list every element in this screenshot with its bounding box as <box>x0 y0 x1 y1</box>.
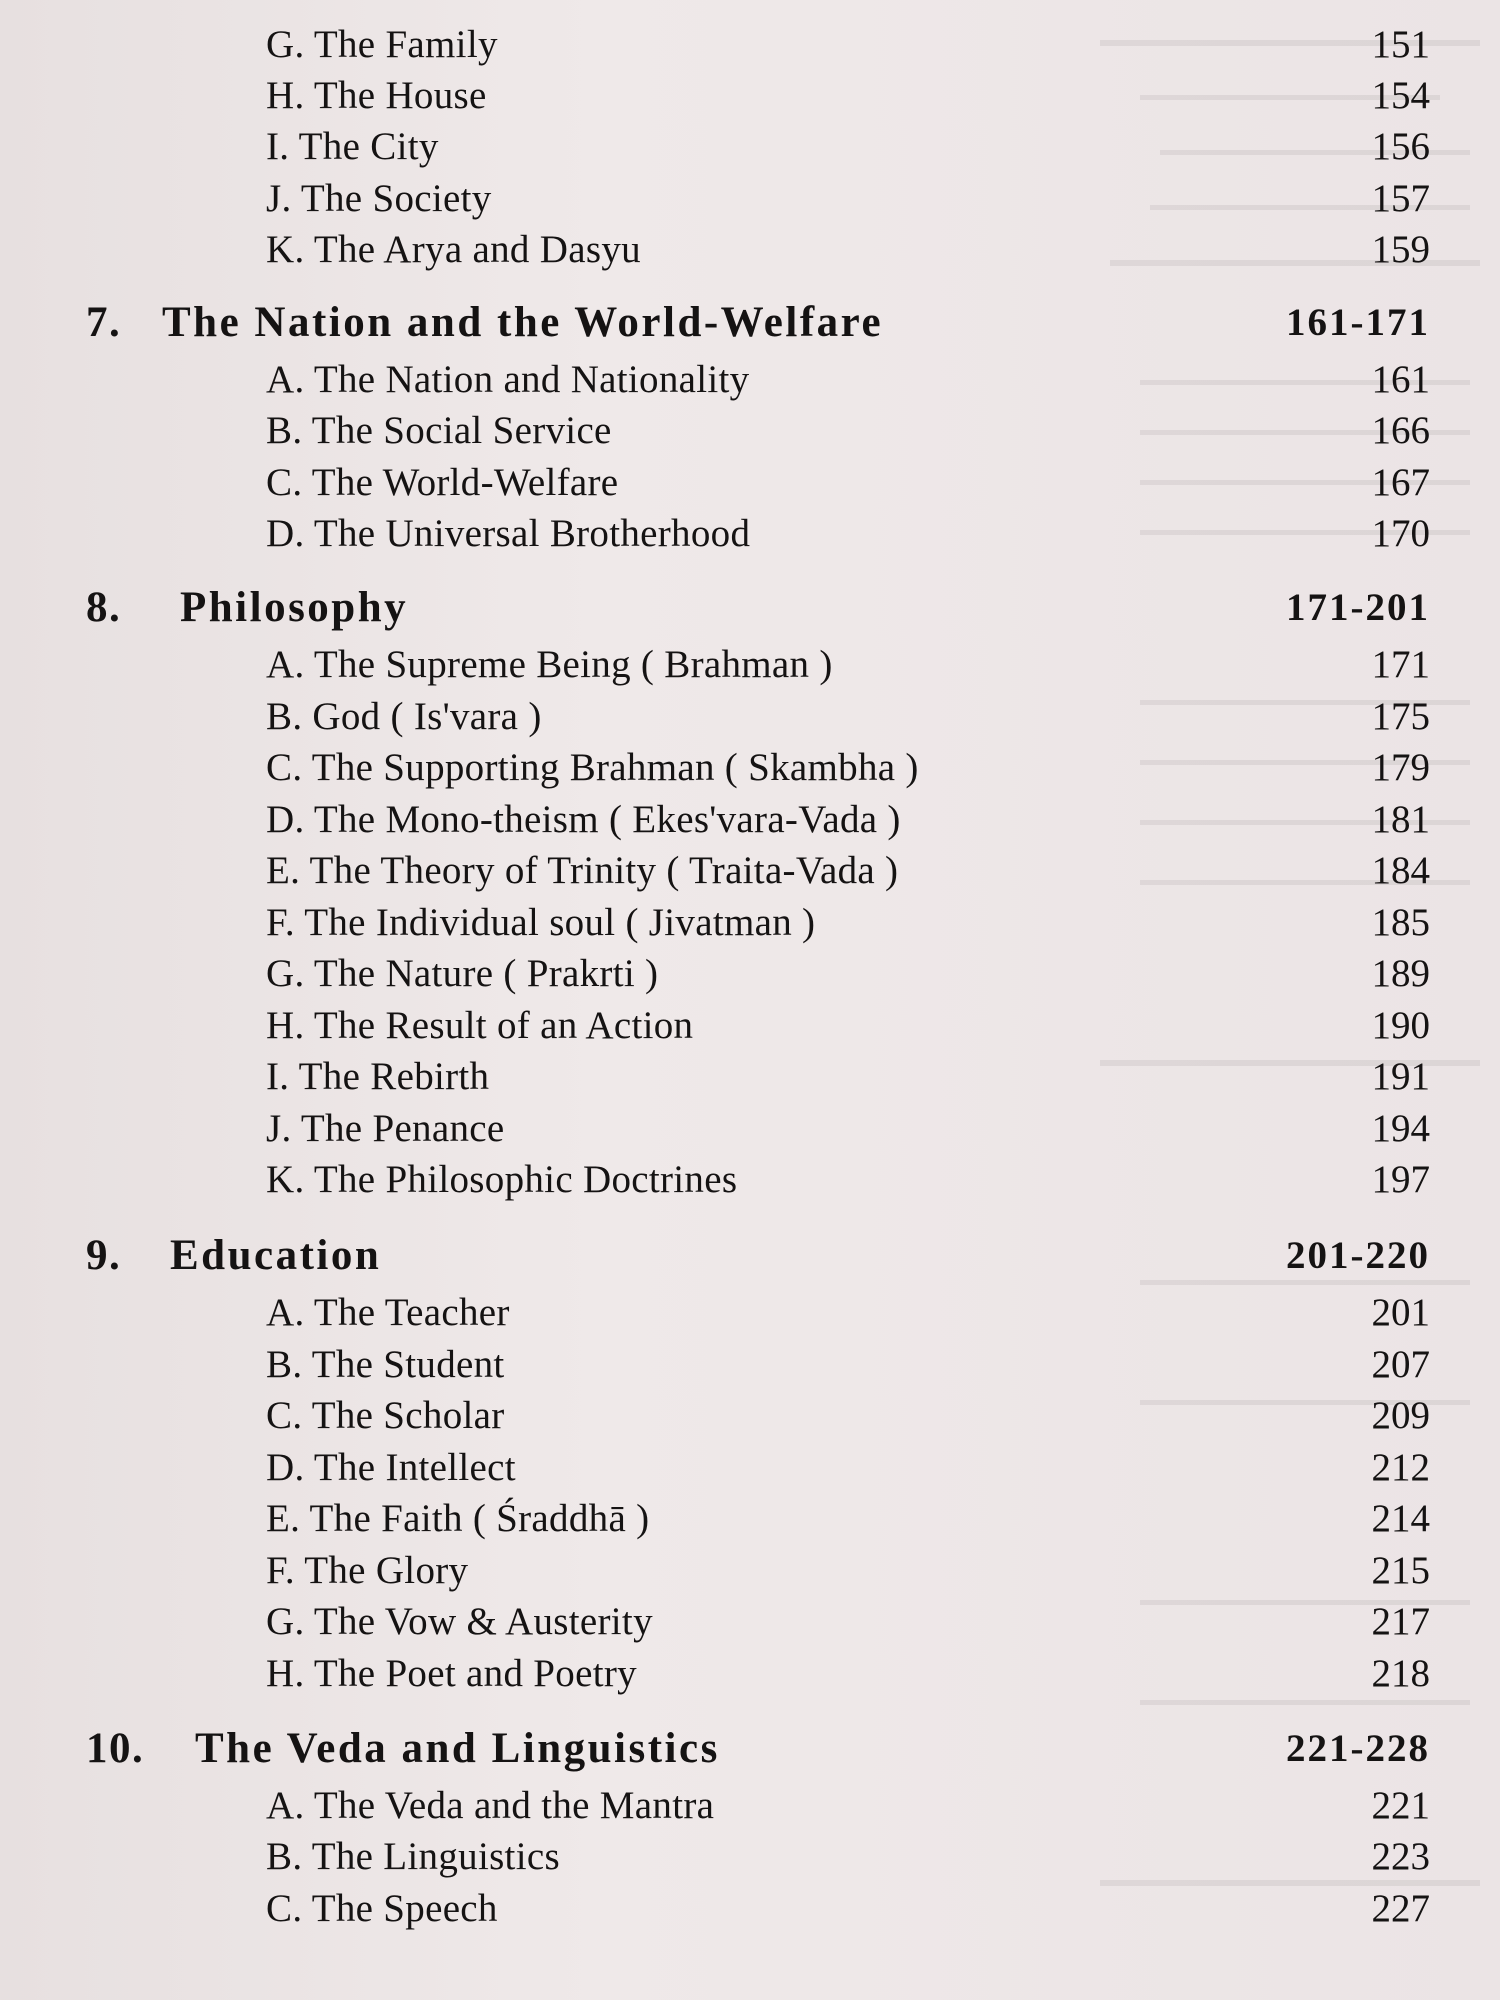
toc-entry-label: D. The Universal Brotherhood <box>266 512 751 555</box>
toc-entry-page: 175 <box>1371 695 1430 738</box>
chapter-number: 7. <box>86 299 122 346</box>
toc-entry-label: G. The Vow & Austerity <box>266 1600 653 1643</box>
toc-entry-family[interactable] <box>0 20 1500 70</box>
chapter-page-range: 201-220 <box>1286 1234 1430 1277</box>
toc-entry-god[interactable] <box>0 692 1500 742</box>
toc-entry-individual-soul[interactable] <box>0 898 1500 948</box>
toc-entry-label: C. The Speech <box>266 1887 498 1930</box>
toc-entry-label: C. The Supporting Brahman ( Skambha ) <box>266 746 919 789</box>
toc-entry-social-service[interactable] <box>0 406 1500 456</box>
chapter-page-range: 161-171 <box>1286 301 1430 344</box>
toc-entry-label: D. The Intellect <box>266 1446 516 1489</box>
toc-entry-page: 157 <box>1371 177 1430 220</box>
toc-entry-page: 181 <box>1371 798 1430 841</box>
toc-entry-page: 159 <box>1371 228 1430 271</box>
chapter-page-range: 221-228 <box>1286 1727 1430 1770</box>
toc-entry-page: 218 <box>1371 1652 1430 1695</box>
toc-entry-glory[interactable] <box>0 1546 1500 1596</box>
toc-entry-label: C. The Scholar <box>266 1394 505 1437</box>
toc-entry-society[interactable] <box>0 174 1500 224</box>
toc-entry-speech[interactable] <box>0 1884 1500 1934</box>
chapter-heading-9[interactable] <box>0 1228 1500 1284</box>
chapter-title: Philosophy <box>180 584 409 631</box>
chapter-heading-8[interactable] <box>0 580 1500 636</box>
toc-entry-label: J. The Penance <box>266 1107 505 1150</box>
toc-entry-label: K. The Arya and Dasyu <box>266 228 641 271</box>
toc-entry-nation[interactable] <box>0 355 1500 405</box>
toc-entry-page: 170 <box>1371 512 1430 555</box>
toc-entry-page: 209 <box>1371 1394 1430 1437</box>
toc-entry-student[interactable] <box>0 1340 1500 1390</box>
toc-entry-page: 151 <box>1371 23 1430 66</box>
toc-entry-nature[interactable] <box>0 949 1500 999</box>
toc-entry-page: 161 <box>1371 358 1430 401</box>
toc-entry-label: B. The Social Service <box>266 409 612 452</box>
toc-entry-page: 201 <box>1371 1291 1430 1334</box>
toc-entry-page: 171 <box>1371 643 1430 686</box>
toc-entry-page: 166 <box>1371 409 1430 452</box>
chapter-title: The Veda and Linguistics <box>195 1725 720 1772</box>
toc-entry-label: K. The Philosophic Doctrines <box>266 1158 738 1201</box>
toc-entry-supreme-being[interactable] <box>0 640 1500 690</box>
toc-entry-label: D. The Mono-theism ( Ekes'vara-Vada ) <box>266 798 901 841</box>
toc-entry-page: 154 <box>1371 74 1430 117</box>
toc-entry-label: G. The Nature ( Prakrti ) <box>266 952 659 995</box>
toc-entry-label: C. The World-Welfare <box>266 461 619 504</box>
toc-entry-page: 185 <box>1371 901 1430 944</box>
toc-entry-label: F. The Glory <box>266 1549 469 1592</box>
toc-entry-page: 217 <box>1371 1600 1430 1643</box>
toc-entry-label: H. The Poet and Poetry <box>266 1652 637 1695</box>
toc-entry-label: I. The Rebirth <box>266 1055 490 1098</box>
toc-entry-label: B. The Student <box>266 1343 505 1386</box>
toc-entry-page: 197 <box>1371 1158 1430 1201</box>
toc-entry-page: 190 <box>1371 1004 1430 1047</box>
toc-entry-page: 207 <box>1371 1343 1430 1386</box>
toc-entry-page: 191 <box>1371 1055 1430 1098</box>
toc-entry-rebirth[interactable] <box>0 1052 1500 1102</box>
toc-entry-house[interactable] <box>0 71 1500 121</box>
toc-entry-page: 214 <box>1371 1497 1430 1540</box>
toc-entry-linguistics[interactable] <box>0 1832 1500 1882</box>
toc-entry-trinity[interactable] <box>0 846 1500 896</box>
toc-entry-intellect[interactable] <box>0 1443 1500 1493</box>
toc-entry-page: 179 <box>1371 746 1430 789</box>
chapter-heading-10[interactable] <box>0 1721 1500 1777</box>
chapter-number: 10. <box>86 1725 145 1772</box>
toc-entry-label: E. The Faith ( Śraddhā ) <box>266 1497 650 1540</box>
toc-entry-label: G. The Family <box>266 23 498 66</box>
toc-entry-page: 227 <box>1371 1887 1430 1930</box>
toc-entry-supporting-brahman[interactable] <box>0 743 1500 793</box>
toc-entry-label: E. The Theory of Trinity ( Traita-Vada ) <box>266 849 899 892</box>
toc-entry-vow-austerity[interactable] <box>0 1597 1500 1647</box>
toc-entry-scholar[interactable] <box>0 1391 1500 1441</box>
toc-entry-faith[interactable] <box>0 1494 1500 1544</box>
toc-entry-page: 194 <box>1371 1107 1430 1150</box>
chapter-title: The Nation and the World-Welfare <box>162 299 884 346</box>
toc-entry-page: 156 <box>1371 125 1430 168</box>
toc-entry-label: B. God ( Is'vara ) <box>266 695 542 738</box>
toc-entry-label: A. The Veda and the Mantra <box>266 1784 715 1827</box>
toc-entry-page: 215 <box>1371 1549 1430 1592</box>
toc-entry-page: 189 <box>1371 952 1430 995</box>
toc-entry-result-of-action[interactable] <box>0 1001 1500 1051</box>
chapter-title: Education <box>170 1232 382 1279</box>
toc-entry-label: B. The Linguistics <box>266 1835 560 1878</box>
chapter-page-range: 171-201 <box>1286 586 1430 629</box>
toc-entry-veda-mantra[interactable] <box>0 1781 1500 1831</box>
toc-entry-label: J. The Society <box>266 177 492 220</box>
toc-entry-penance[interactable] <box>0 1104 1500 1154</box>
toc-entry-poet-poetry[interactable] <box>0 1649 1500 1699</box>
toc-entry-page: 212 <box>1371 1446 1430 1489</box>
toc-entry-label: A. The Nation and Nationality <box>266 358 750 401</box>
toc-entry-label: H. The Result of an Action <box>266 1004 694 1047</box>
toc-entry-page: 184 <box>1371 849 1430 892</box>
toc-entry-philosophic-doctrines[interactable] <box>0 1155 1500 1205</box>
toc-entry-brotherhood[interactable] <box>0 509 1500 559</box>
toc-entry-city[interactable] <box>0 122 1500 172</box>
toc-entry-label: F. The Individual soul ( Jivatman ) <box>266 901 816 944</box>
toc-entry-label: H. The House <box>266 74 487 117</box>
chapter-number: 9. <box>86 1232 122 1279</box>
toc-entry-label: A. The Teacher <box>266 1291 510 1334</box>
toc-entry-label: I. The City <box>266 125 439 168</box>
toc-entry-page: 221 <box>1371 1784 1430 1827</box>
toc-entry-teacher[interactable] <box>0 1288 1500 1338</box>
toc-entry-label: A. The Supreme Being ( Brahman ) <box>266 643 833 686</box>
toc-entry-mono-theism[interactable] <box>0 795 1500 845</box>
toc-entry-page: 167 <box>1371 461 1430 504</box>
chapter-number: 8. <box>86 584 122 631</box>
toc-entry-world-welfare[interactable] <box>0 458 1500 508</box>
toc-entry-arya-dasyu[interactable] <box>0 225 1500 275</box>
toc-entry-page: 223 <box>1371 1835 1430 1878</box>
chapter-heading-7[interactable] <box>0 295 1500 351</box>
